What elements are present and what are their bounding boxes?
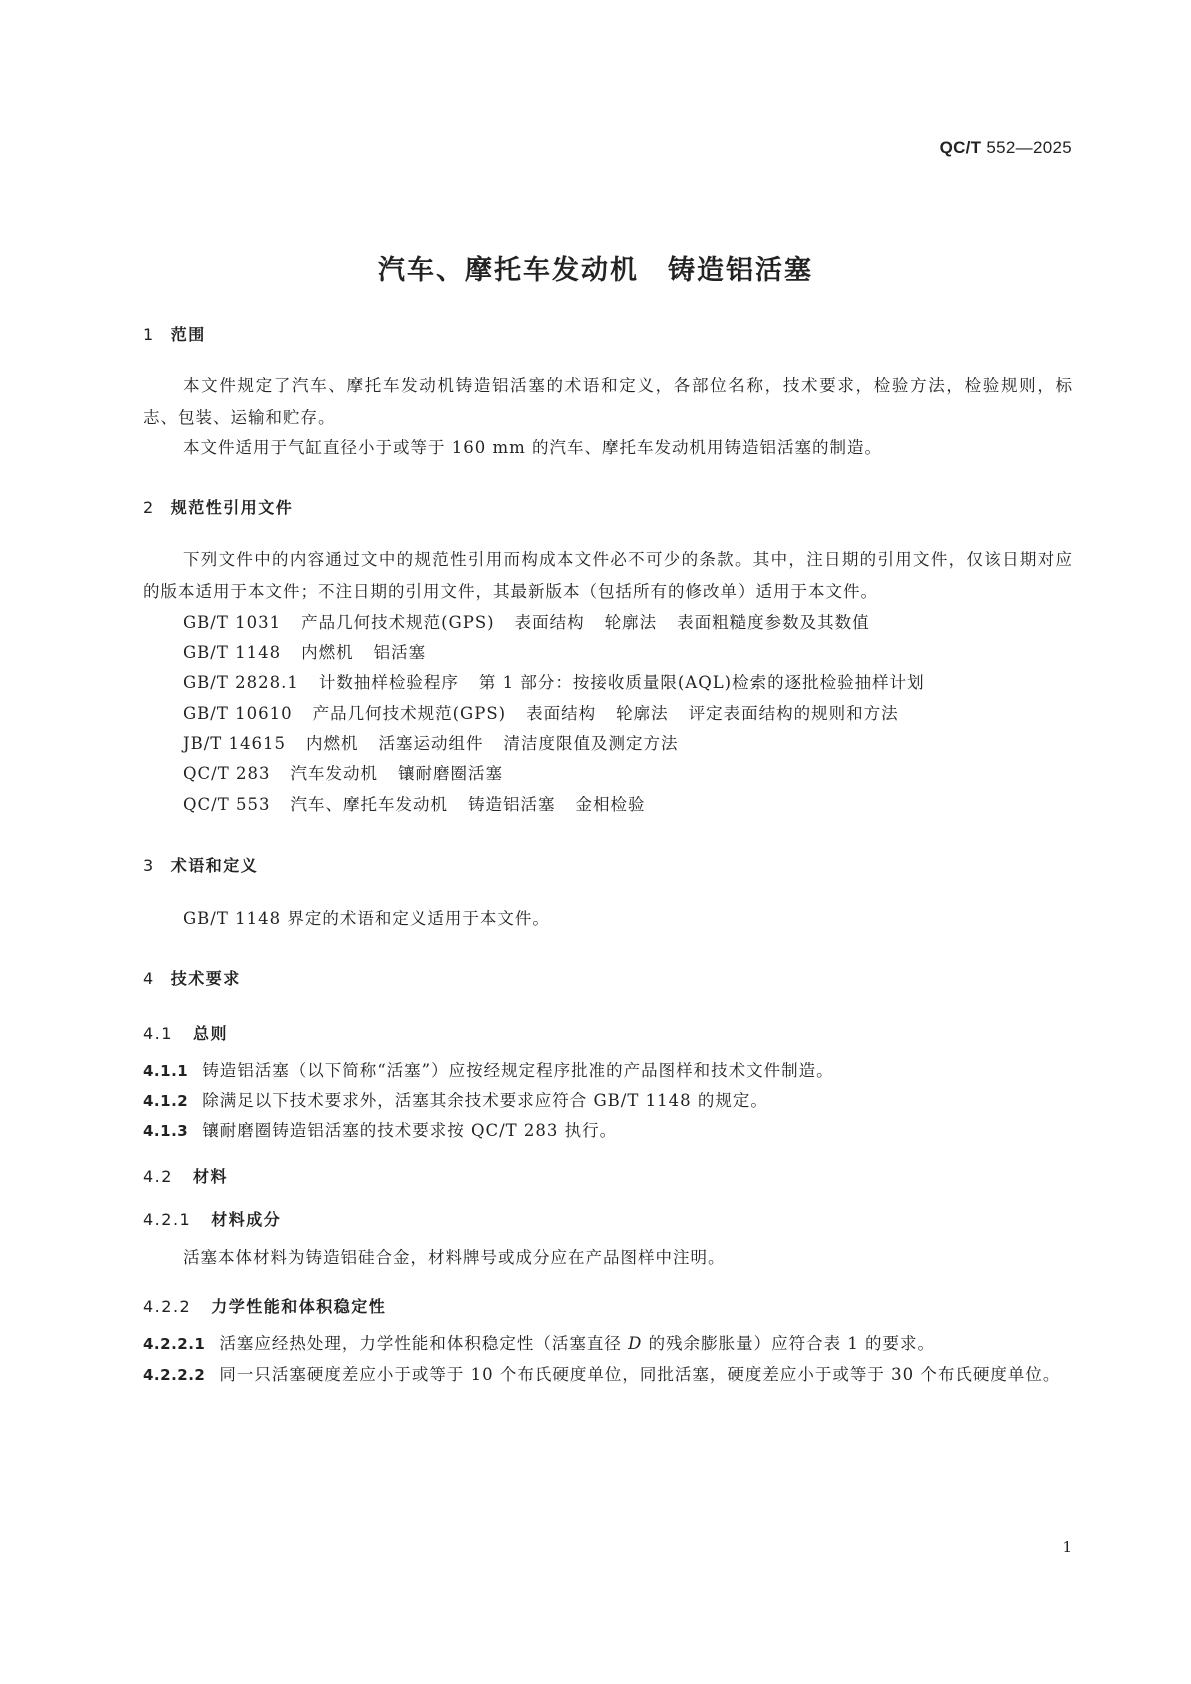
reference-title-part: 铸造铝活塞	[467, 795, 556, 814]
subsection-4-2-heading	[143, 1164, 228, 1187]
reference-title-part: 表面结构	[526, 704, 597, 723]
standard-code-prefix: QC/T	[939, 138, 982, 157]
clause-text: 镶耐磨圈铸造铝活塞的技术要求按 QC/T 283 执行。	[202, 1121, 618, 1140]
clause-number: 4.1.2	[143, 1092, 189, 1110]
reference-title-part: 轮廓法	[604, 613, 658, 632]
reference-title-part: 第 1 部分：按接收质量限(AQL)检索的逐批检验抽样计划	[478, 673, 925, 692]
section-title: 范围	[170, 325, 206, 344]
paragraph: 本文件适用于气缸直径小于或等于 160 mm 的汽车、摩托车发动机用铸造铝活塞的制造。	[183, 438, 883, 457]
page-number: 1	[1062, 1538, 1072, 1556]
reference-code: JB/T 14615	[183, 734, 287, 753]
section-number: 4.2.2	[143, 1297, 192, 1316]
paragraph: 活塞本体材料为铸造铝硅合金，材料牌号或成分应在产品图样中注明。	[183, 1248, 726, 1267]
reference-title-part: 轮廓法	[616, 704, 669, 723]
reference-title-part: 汽车、摩托车发动机	[290, 795, 448, 814]
clause-4-1-3	[143, 1115, 1073, 1147]
subsection-4-1-heading	[143, 1021, 228, 1044]
section-number: 1	[143, 325, 155, 344]
clause-text: 铸造铝活塞（以下简称“活塞”）应按经规定程序批准的产品图样和技术文件制造。	[202, 1061, 834, 1080]
reference-code: QC/T 553	[183, 795, 271, 814]
standard-code-number: 552—2025	[986, 138, 1072, 157]
reference-item	[183, 698, 899, 730]
clause-4-2-2-1	[143, 1328, 1073, 1360]
reference-title-part: 表面结构	[514, 613, 585, 632]
section-2-heading	[143, 495, 293, 518]
section-1-heading	[143, 322, 206, 345]
section-number: 2	[143, 498, 155, 517]
subsection-4-2-1-heading	[143, 1207, 281, 1230]
section-title: 术语和定义	[170, 856, 259, 875]
paragraph: 下列文件中的内容通过文中的规范性引用而构成本文件必不可少的条款。其中，注日期的引用文件，仅该日期对应的版本适用于本文件；不注日期的引用文件，其最新版本（包括所有的修改单）适用于本文件。	[143, 550, 1073, 601]
section-number: 4	[143, 969, 155, 988]
reference-item	[183, 667, 925, 699]
section-number: 3	[143, 856, 155, 875]
reference-title-part: 内燃机	[306, 734, 359, 753]
reference-item	[183, 637, 426, 669]
section-4-heading	[143, 966, 241, 989]
subsection-4-2-2-heading	[143, 1294, 386, 1317]
section-title: 材料	[192, 1167, 228, 1186]
reference-title-part: 清洁度限值及测定方法	[503, 734, 679, 753]
reference-item	[183, 758, 503, 790]
reference-title-part: 评定表面结构的规则和方法	[688, 704, 899, 723]
reference-code: QC/T 283	[183, 764, 271, 783]
reference-code: GB/T 1031	[183, 613, 282, 632]
reference-title-part: 表面粗糙度参数及其数值	[677, 613, 870, 632]
reference-title-part: 活塞运动组件	[378, 734, 484, 753]
clause-4-1-1	[143, 1055, 1073, 1087]
clause-number: 4.1.1	[143, 1062, 189, 1080]
standard-code	[940, 138, 1072, 158]
variable-d: D	[628, 1334, 643, 1353]
reference-code: GB/T 1148	[183, 643, 282, 662]
reference-title-part: 计数抽样检验程序	[318, 673, 459, 692]
clause-number: 4.2.2.2	[143, 1366, 206, 1384]
reference-title-part: 镶耐磨圈活塞	[397, 764, 503, 783]
reference-item	[183, 728, 679, 760]
reference-item	[183, 789, 645, 821]
reference-title-part: 产品几何技术规范(GPS)	[312, 704, 507, 723]
reference-title-part: 汽车发动机	[290, 764, 378, 783]
paragraph: GB/T 1148 界定的术语和定义适用于本文件。	[183, 909, 550, 928]
reference-item	[183, 607, 870, 639]
clause-text-part: 的残余膨胀量）应符合表 1 的要求。	[642, 1334, 936, 1353]
section-3-heading	[143, 853, 258, 876]
reference-title-part: 内燃机	[301, 643, 354, 662]
clause-text-part: 活塞应经热处理，力学性能和体积稳定性（活塞直径	[219, 1334, 629, 1353]
section-number: 4.2.1	[143, 1210, 192, 1229]
reference-code: GB/T 2828.1	[183, 673, 299, 692]
reference-title-part: 铝活塞	[373, 643, 427, 662]
clause-4-2-2-2	[143, 1359, 1073, 1391]
section-title: 规范性引用文件	[170, 498, 294, 517]
section-title: 技术要求	[170, 969, 241, 988]
reference-title-part: 金相检验	[575, 795, 646, 814]
reference-title-part: 产品几何技术规范(GPS)	[301, 613, 495, 632]
section-number: 4.2	[143, 1167, 173, 1186]
clause-text: 同一只活塞硬度差应小于或等于 10 个布氏硬度单位，同批活塞，硬度差应小于或等于 30 个布氏硬度单位。	[219, 1365, 1061, 1384]
section-title: 材料成分	[211, 1210, 282, 1229]
document-title: 汽车、摩托车发动机 铸造铝活塞	[378, 255, 813, 286]
section-title: 总则	[192, 1024, 228, 1043]
paragraph: 本文件规定了汽车、摩托车发动机铸造铝活塞的术语和定义，各部位名称，技术要求，检验方法，检验规则，标志、包装、运输和贮存。	[143, 376, 1073, 427]
reference-code: GB/T 10610	[183, 704, 293, 723]
section-title: 力学性能和体积稳定性	[211, 1297, 387, 1316]
clause-text: 除满足以下技术要求外，活塞其余技术要求应符合 GB/T 1148 的规定。	[202, 1091, 768, 1110]
clause-number: 4.1.3	[143, 1122, 189, 1140]
clause-number: 4.2.2.1	[143, 1335, 206, 1353]
section-number: 4.1	[143, 1024, 173, 1043]
clause-4-1-2	[143, 1085, 1073, 1117]
